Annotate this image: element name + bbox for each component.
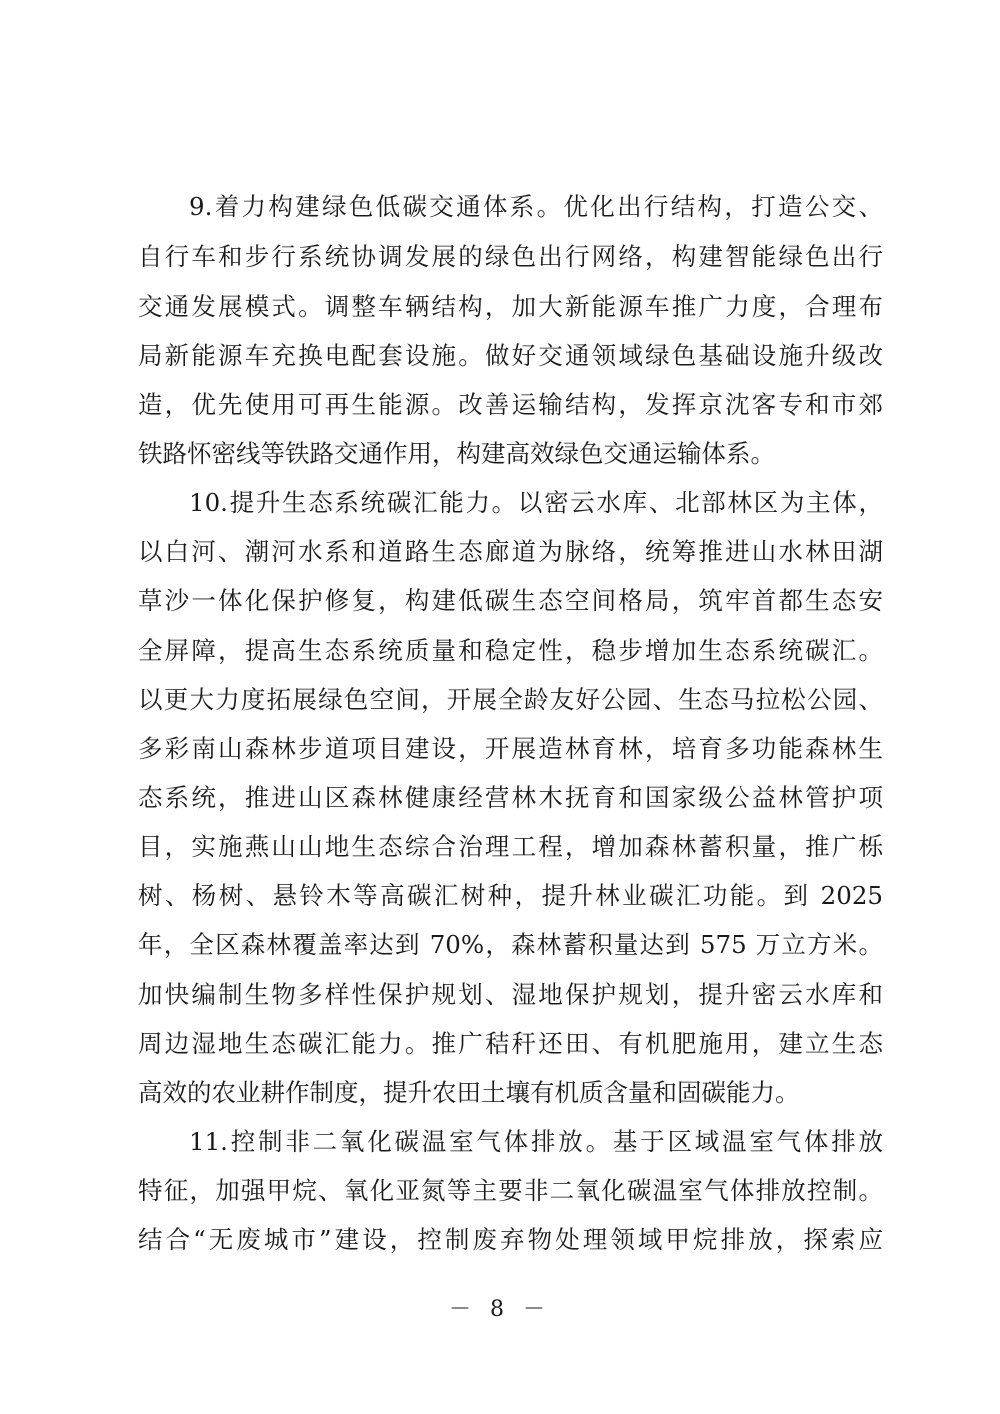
paragraph-10-line-3: 草沙一体化保护修复，构建低碳生态空间格局，筑牢首都生态安 [138, 586, 883, 615]
paragraph-9-line-3: 交通发展模式。调整车辆结构，加大新能源车推广力度，合理布 [138, 292, 883, 321]
paragraph-11-line-1: 11.控制非二氧化碳温室气体排放。基于区域温室气体排放 [189, 1127, 883, 1156]
paragraph-9-line-2: 自行车和步行系统协调发展的绿色出行网络，构建智能绿色出行 [138, 242, 883, 271]
paragraph-10-line-13: 高效的农业耕作制度，提升农田土壤有机质含量和固碳能力。 [138, 1078, 800, 1107]
paragraph-10-line-8: 目，实施燕山山地生态综合治理工程，增加森林蓄积量，推广栎 [138, 832, 883, 861]
paragraph-9-line-4: 局新能源车充换电配套设施。做好交通领域绿色基础设施升级改 [138, 341, 883, 370]
paragraph-9-line-1: 9.着力构建绿色低碳交通体系。优化出行结构，打造公交、 [189, 192, 883, 221]
paragraph-10-line-10: 年，全区森林覆盖率达到 70%，森林蓄积量达到 575 万立方米。 [138, 930, 883, 959]
paragraph-9-line-5: 造，优先使用可再生能源。改善运输结构，发挥京沈客专和市郊 [138, 390, 883, 419]
paragraph-11-line-2: 特征，加强甲烷、氧化亚氮等主要非二氧化碳温室气体排放控制。 [138, 1176, 883, 1205]
page-number: － 8 － [449, 1297, 551, 1322]
paragraph-10-line-12: 周边湿地生态碳汇能力。推广秸秆还田、有机肥施用，建立生态 [138, 1029, 883, 1058]
paragraph-11-line-3: 结合“无废城市”建设，控制废弃物处理领域甲烷排放，探索应 [138, 1225, 883, 1254]
paragraph-10-line-11: 加快编制生物多样性保护规划、湿地保护规划，提升密云水库和 [138, 980, 883, 1009]
paragraph-10-line-9: 树、杨树、悬铃木等高碳汇树种，提升林业碳汇功能。到 2025 [138, 881, 883, 910]
paragraph-10-line-1: 10.提升生态系统碳汇能力。以密云水库、北部林区为主体， [189, 488, 883, 517]
paragraph-10-line-4: 全屏障，提高生态系统质量和稳定性，稳步增加生态系统碳汇。 [138, 636, 883, 665]
paragraph-10-line-5: 以更大力度拓展绿色空间，开展全龄友好公园、生态马拉松公园、 [138, 685, 883, 714]
paragraph-10-line-7: 态系统，推进山区森林健康经营林木抚育和国家级公益林管护项 [138, 783, 883, 812]
paragraph-10-line-6: 多彩南山森林步道项目建设，开展造林育林，培育多功能森林生 [138, 734, 883, 763]
paragraph-10-line-2: 以白河、潮河水系和道路生态廊道为脉络，统筹推进山水林田湖 [138, 537, 883, 566]
paragraph-9-line-6: 铁路怀密线等铁路交通作用，构建高效绿色交通运输体系。 [138, 439, 775, 468]
